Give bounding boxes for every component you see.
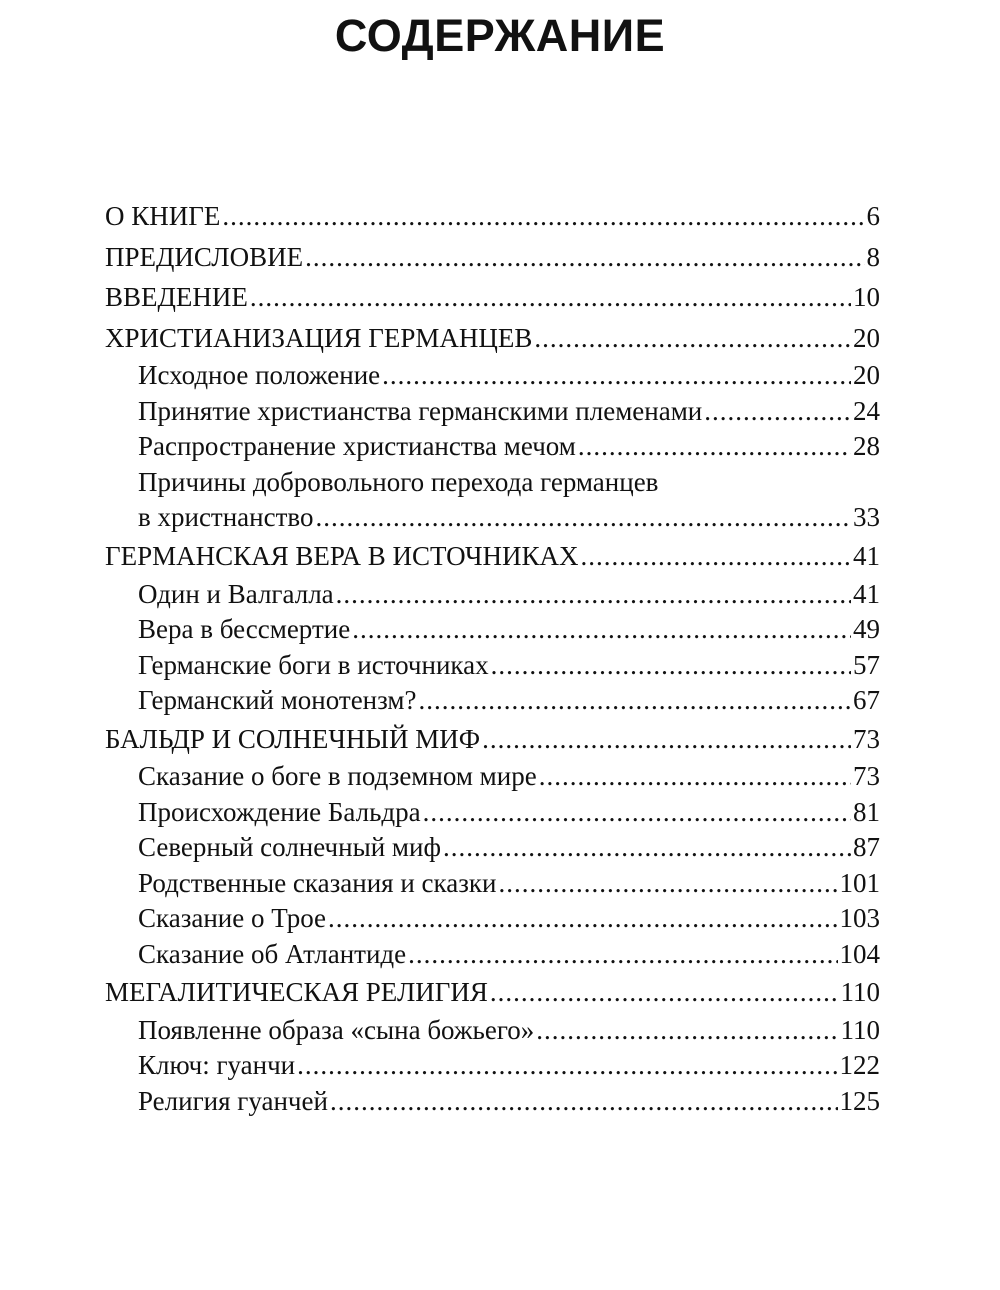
- toc-entry-label-continuation: в христнанство: [138, 502, 314, 532]
- dot-leader: [250, 277, 851, 318]
- toc-entry-chapter[interactable]: [105, 719, 880, 760]
- toc-entry-label: МЕГАЛИТИЧЕСКАЯ РЕЛИГИЯ: [105, 977, 488, 1007]
- toc-entry-sub[interactable]: [105, 759, 880, 795]
- dot-leader: [578, 429, 851, 465]
- toc-entry-sub[interactable]: [105, 394, 880, 430]
- toc-entry-label: Германский монотензм?: [138, 685, 417, 715]
- toc-entry-page-number: 73: [853, 723, 880, 754]
- toc-entry-page-number: 41: [853, 541, 880, 571]
- toc-entry-page-number: 73: [853, 761, 880, 791]
- toc-entry-label: О КНИГЕ: [105, 201, 221, 231]
- dot-leader: [328, 901, 837, 937]
- toc-entry-label: Сказание об Атлантиде: [138, 938, 407, 969]
- table-of-contents: [105, 196, 880, 1119]
- toc-entry-page-number: 6: [866, 201, 880, 231]
- toc-entry-label: ВВЕДЕНИЕ: [105, 282, 248, 312]
- toc-entry-page-number: 28: [853, 431, 880, 461]
- toc-entry-label: Появленне образа «сына божьего»: [138, 1014, 535, 1045]
- toc-entry-label: ХРИСТИАНИЗАЦИЯ ГЕРМАНЦЕВ: [105, 322, 533, 353]
- dot-leader: [423, 795, 851, 831]
- toc-entry-label: Вера в бессмертие: [138, 614, 351, 644]
- toc-entry-label: Распространение христианства мечом: [138, 431, 576, 461]
- toc-entry-chapter[interactable]: [105, 196, 880, 237]
- toc-entry-sub[interactable]: [105, 937, 880, 973]
- dot-leader: [490, 972, 839, 1013]
- dot-leader: [315, 500, 851, 536]
- toc-entry-page-number: 8: [866, 241, 880, 272]
- toc-entry-page-number: 101: [839, 867, 880, 898]
- dot-leader: [336, 577, 851, 613]
- toc-entry-sub[interactable]: [105, 577, 880, 613]
- dot-leader: [418, 683, 851, 719]
- toc-entry-chapter[interactable]: [105, 318, 880, 359]
- toc-entry-page-number: 57: [853, 649, 880, 680]
- dot-leader: [536, 1013, 838, 1049]
- dot-leader: [581, 536, 852, 577]
- toc-entry-page-number: 104: [839, 938, 880, 969]
- dot-leader: [539, 759, 851, 795]
- dot-leader: [330, 1084, 838, 1120]
- dot-leader: [704, 394, 851, 430]
- dot-leader: [498, 866, 837, 902]
- toc-entry-page-number: 122: [839, 1050, 880, 1080]
- dot-leader: [534, 318, 851, 359]
- toc-entry-sub[interactable]: [105, 429, 880, 465]
- toc-entry-sub[interactable]: [105, 901, 880, 937]
- toc-entry-page-number: 33: [853, 502, 880, 532]
- toc-entry-page-number: 20: [853, 322, 880, 353]
- dot-leader: [491, 648, 851, 684]
- toc-entry-label: ГЕРМАНСКАЯ ВЕРА В ИСТОЧНИКАХ: [105, 541, 579, 571]
- toc-entry-page-number: 20: [853, 360, 880, 390]
- toc-entry-sub[interactable]: [105, 465, 880, 501]
- dot-leader: [482, 719, 851, 760]
- toc-entry-continuation[interactable]: [105, 500, 880, 536]
- dot-leader: [352, 612, 851, 648]
- toc-entry-page-number: 81: [853, 796, 880, 827]
- toc-entry-chapter[interactable]: [105, 536, 880, 577]
- toc-entry-label: Северный солнечный миф: [138, 832, 441, 862]
- toc-entry-label: Исходное положение: [138, 360, 381, 390]
- toc-entry-label: Германские боги в источниках: [138, 649, 489, 680]
- dot-leader: [443, 830, 851, 866]
- toc-entry-label: Сказание о боге в подземном мире: [138, 761, 537, 791]
- toc-entry-sub[interactable]: [105, 648, 880, 684]
- page-title: СОДЕРЖАНИЕ: [334, 10, 666, 61]
- toc-entry-chapter[interactable]: [105, 277, 880, 318]
- toc-entry-label: БАЛЬДР И СОЛНЕЧНЫЙ МИФ: [105, 723, 481, 754]
- toc-entry-sub[interactable]: [105, 612, 880, 648]
- toc-entry-label: ПРЕДИСЛОВИЕ: [105, 241, 304, 272]
- toc-entry-page-number: 87: [853, 832, 880, 862]
- dot-leader: [305, 237, 864, 278]
- toc-entry-sub[interactable]: [105, 358, 880, 394]
- toc-entry-label: Религия гуанчей: [138, 1085, 328, 1116]
- toc-entry-sub[interactable]: [105, 1084, 880, 1120]
- toc-entry-sub[interactable]: [105, 830, 880, 866]
- dot-leader: [222, 196, 864, 237]
- toc-entry-sub[interactable]: [105, 1048, 880, 1084]
- toc-entry-page-number: 24: [853, 395, 880, 426]
- toc-entry-page-number: 125: [839, 1085, 880, 1116]
- dot-leader: [408, 937, 837, 973]
- toc-entry-page-number: 10: [853, 282, 880, 312]
- dot-leader: [297, 1048, 837, 1084]
- toc-entry-label: Принятие христианства германскими племенами: [138, 395, 703, 426]
- toc-entry-page-number: 103: [839, 903, 880, 933]
- toc-entry-label: Один и Валгалла: [138, 578, 334, 609]
- toc-entry-sub[interactable]: [105, 866, 880, 902]
- toc-entry-label: Родственные сказания и сказки: [138, 867, 497, 898]
- toc-entry-page-number: 110: [840, 1014, 880, 1045]
- toc-entry-label: Причины добровольного перехода германцев: [138, 466, 659, 497]
- toc-entry-page-number: 49: [853, 614, 880, 644]
- dot-leader: [382, 358, 851, 394]
- toc-entry-label: Происхождение Бальдра: [138, 796, 421, 827]
- toc-entry-page-number: 67: [853, 685, 880, 715]
- toc-entry-label: Ключ: гуанчи: [138, 1050, 296, 1080]
- toc-entry-label: Сказание о Трое: [138, 903, 327, 933]
- toc-entry-sub[interactable]: [105, 683, 880, 719]
- toc-entry-chapter[interactable]: [105, 972, 880, 1013]
- toc-entry-page-number: 110: [840, 977, 880, 1007]
- toc-entry-sub[interactable]: [105, 795, 880, 831]
- toc-entry-sub[interactable]: [105, 1013, 880, 1049]
- toc-entry-chapter[interactable]: [105, 237, 880, 278]
- toc-entry-page-number: 41: [853, 578, 880, 609]
